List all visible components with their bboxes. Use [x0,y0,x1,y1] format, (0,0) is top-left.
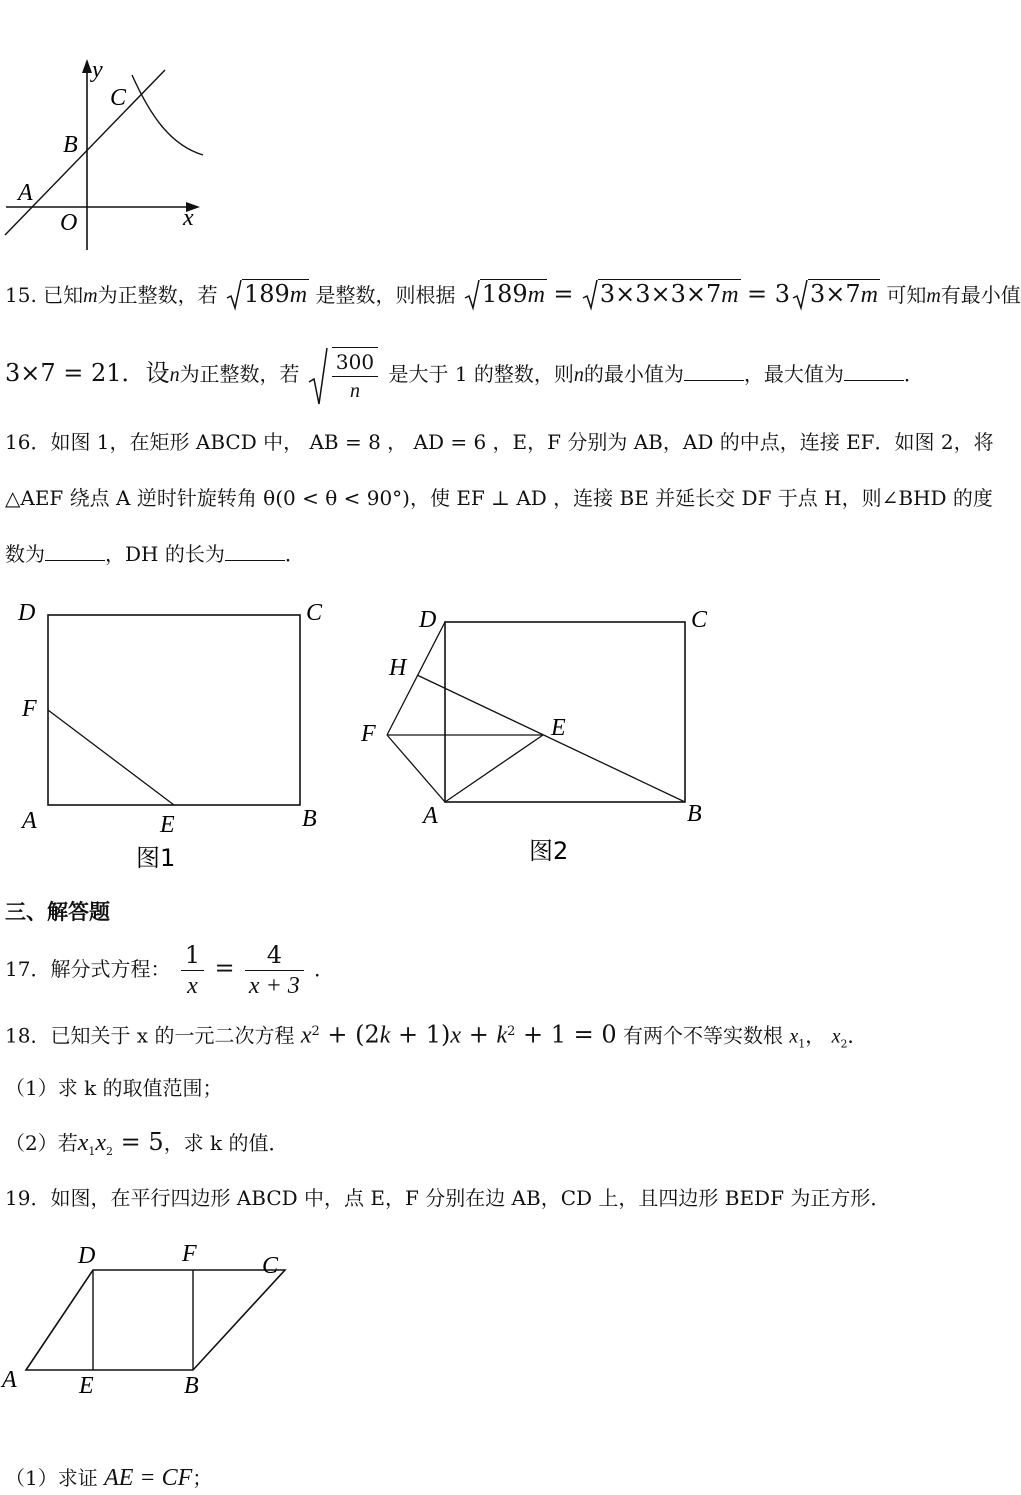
q19-figure [0,1235,300,1405]
fig1-label-c: C [306,600,323,626]
q14-figure [0,55,215,255]
q16-answer-blank-dh [225,542,285,561]
fig2-label-a: A [423,803,438,829]
fig2-label-c: C [691,607,708,633]
fig1-label-e: E [160,812,175,838]
q16-line3: 数为 ，DH 的长为 ． [5,542,305,566]
fig19-label-e: E [79,1373,94,1399]
point-b-label: B [63,132,78,158]
q19-part1: （1）求证 AE = CF； [5,1465,213,1491]
q18-line1: 18．已知关于 x 的一元二次方程 $x^2 + (2k + 1)x + k^2 + 1 = 0$ 有两个不等实数根 $x_1$， $x_2$． [5,1020,868,1051]
fig2-label-f: F [361,721,376,747]
q19-line1: 19．如图，在平行四边形 ABCD 中，点 E，F 分别在边 AB，CD 上，且四边形 BEDF 为正方形． [5,1186,891,1210]
x-axis-label: x [183,205,194,231]
point-c-label: C [110,85,127,111]
q16-figure-1 [10,590,340,880]
fig19-label-b: B [184,1373,199,1399]
q16-line2: △AEF 绕点 A 逆时针旋转角 θ(0 < θ < 90°)，使 EF ⊥ AD ，连接 BE 并延长交 DF 于点 H，则∠BHD 的度 [5,486,993,510]
q15-line1: 15. 已知m为正整数，若 189m 是整数，则根据 189m = 3×3×3×7m = 3 3×7m 可知m有最小值 [5,280,1021,308]
fig2-label-b: B [687,801,702,827]
q18-part1: （1）求 k 的取值范围； [5,1076,223,1100]
q17: 17．解分式方程： $\frac{1}{x}$ = $\frac{4}{x + 3}$ ． [5,941,335,999]
fig19-label-d: D [78,1243,96,1269]
fig19-label-a: A [2,1367,17,1393]
fig1-caption: 图1 [136,844,176,872]
q15-answer-blank-max [844,362,904,381]
origin-label: O [60,210,78,236]
fig1-label-d: D [18,600,36,626]
section-heading: 三、解答题 [5,900,110,924]
fig1-label-f: F [22,696,37,722]
q15-line2: 3×7 = 21．设n为正整数，若 $\frac{300}{n}$ 是大于 1 的整数，则n的最小值为 ，最大值为 ． [5,345,924,405]
q18-part2: （2）若$x_1x_2 = 5$，求 k 的值． [5,1128,289,1158]
q15-answer-blank-min [684,362,744,381]
fig1-label-b: B [302,806,317,832]
point-a-label: A [18,180,33,206]
fig2-caption: 图2 [529,837,569,865]
fig2-label-h: H [389,655,407,681]
fig19-label-f: F [182,1241,197,1267]
y-axis-label: y [92,57,103,83]
q16-answer-blank-angle [45,542,105,561]
fig19-label-c: C [262,1253,279,1279]
fig2-label-e: E [551,715,566,741]
fig2-label-d: D [419,607,437,633]
q16-figure-2 [355,595,725,875]
fig1-label-a: A [22,808,37,834]
q16-line1: 16．如图 1，在矩形 ABCD 中， AB = 8 ， AD = 6 ，E，F 分别为 AB，AD 的中点，连接 EF．如图 2，将 [5,430,994,454]
